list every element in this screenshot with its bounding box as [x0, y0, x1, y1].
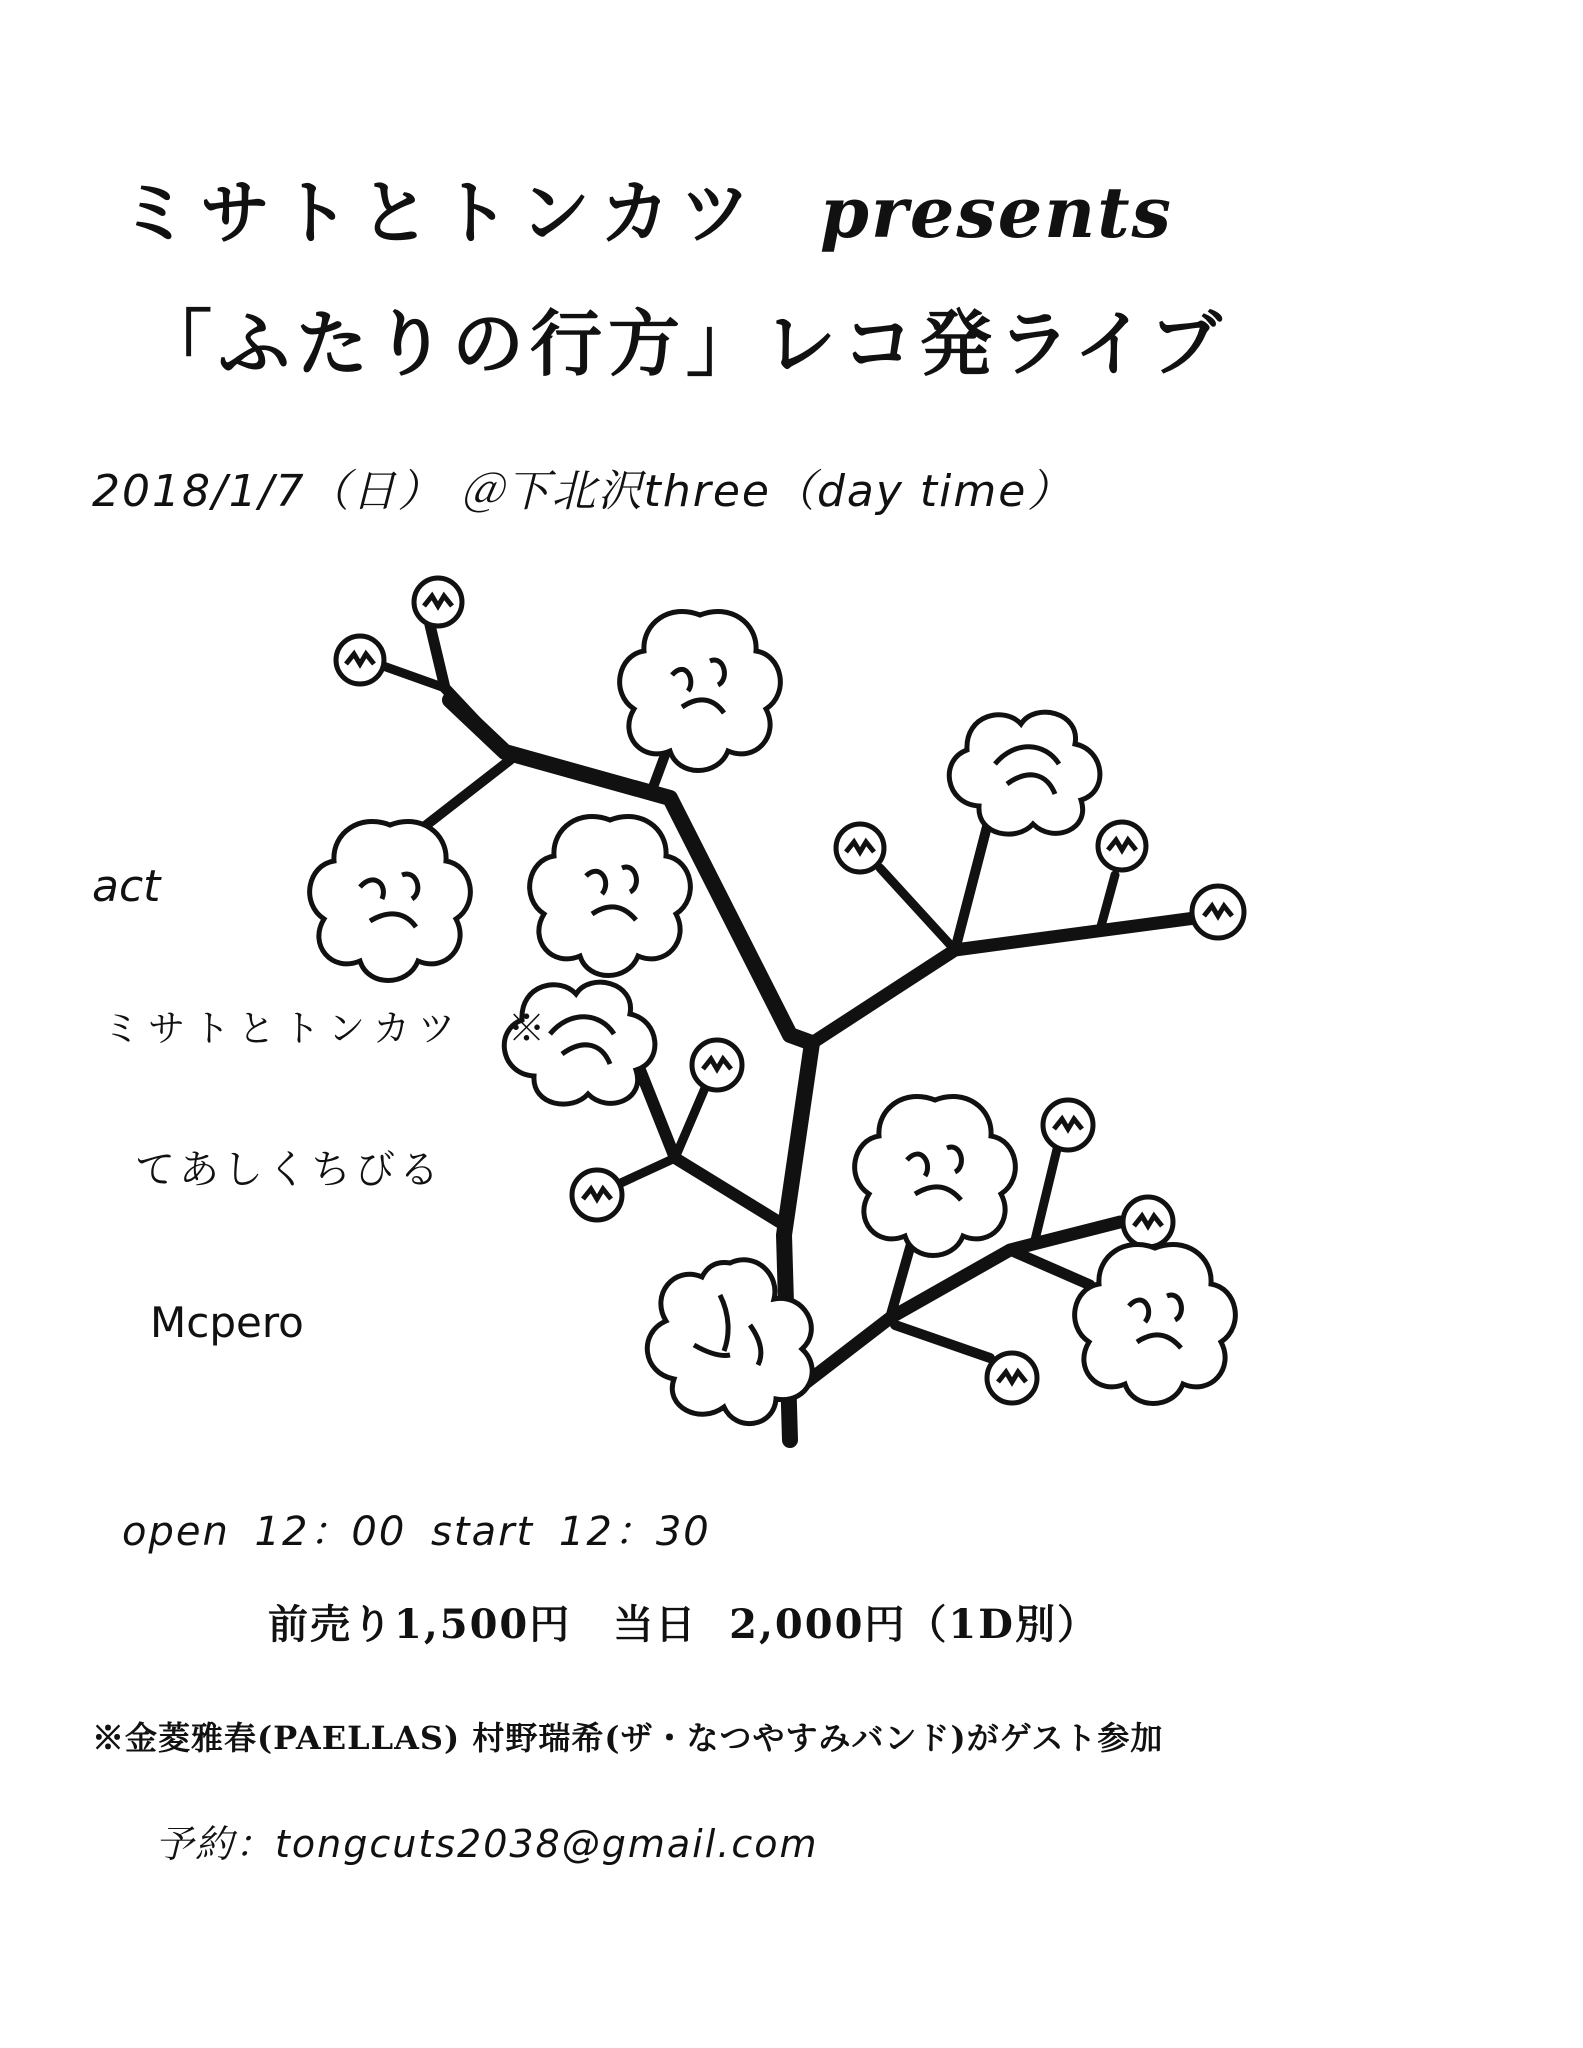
- act-label: act: [92, 861, 161, 912]
- blossom: [1075, 1244, 1236, 1403]
- blossom: [530, 816, 691, 975]
- blossom: [310, 821, 471, 980]
- bud: [336, 636, 384, 684]
- bud: [1192, 886, 1244, 938]
- blossom: [620, 611, 781, 770]
- blossom: [855, 1096, 1016, 1255]
- act-item-1: ミサトとトンカツ ※: [103, 1007, 553, 1050]
- event-title-presents: presents: [820, 171, 1173, 254]
- open-start-times: open 12：00 start 12：30: [122, 1509, 711, 1555]
- date-venue: 2018/1/7（日） ＠下北沢three（day time）: [92, 466, 1074, 517]
- bud: [1043, 1100, 1093, 1150]
- bud: [1098, 822, 1146, 870]
- bud: [836, 824, 884, 872]
- event-subtitle: 「ふたりの行方」レコ発ライブ: [140, 301, 1228, 386]
- reservation-contact: 予約：tongcuts2038@gmail.com: [155, 1822, 819, 1866]
- act-item-2: てあしくちびる: [135, 1147, 443, 1193]
- bud: [1123, 1197, 1173, 1247]
- bud: [414, 578, 462, 626]
- guest-note: ※金菱雅春(PAELLAS) 村野瑞希(ザ・なつやすみバンド)がゲスト参加: [92, 1719, 1164, 1757]
- act-item-3: Mcpero: [150, 1298, 304, 1347]
- bud: [572, 1170, 622, 1220]
- ticket-price: 前売り1,500円 当日 2,000円（1D別）: [268, 1601, 1099, 1648]
- blossom: [949, 712, 1100, 834]
- bud: [987, 1353, 1037, 1403]
- event-title-jp: ミサトとトンカツ: [120, 171, 760, 254]
- bud: [692, 1040, 742, 1090]
